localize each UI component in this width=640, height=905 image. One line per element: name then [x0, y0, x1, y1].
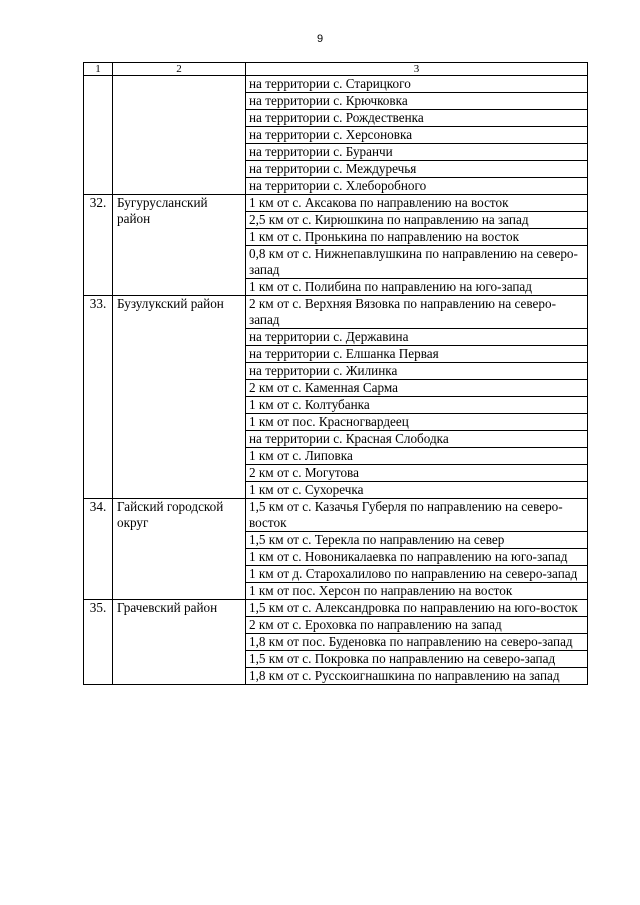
- location-cell: 1,5 км от с. Казачья Губерля по направлению на северо-восток: [246, 499, 588, 532]
- location-cell: 0,8 км от с. Нижнепавлушкина по направлению на северо-запад: [246, 246, 588, 279]
- location-cell: 2,5 км от с. Кирюшкина по направлению на запад: [246, 212, 588, 229]
- district-number: 32.: [84, 195, 113, 296]
- table-row: [84, 600, 588, 617]
- location-cell: 1,5 км от с. Александровка по направлению на юго-восток: [246, 600, 588, 617]
- district-number: 34.: [84, 499, 113, 600]
- district-number: 35.: [84, 600, 113, 685]
- location-cell: на территории с. Междуречья: [246, 161, 588, 178]
- column-header-1: 1: [84, 63, 113, 76]
- table-row: [84, 296, 588, 329]
- location-cell: 1 км от д. Старохалилово по направлению на северо-запад: [246, 566, 588, 583]
- location-cell: на территории с. Старицкого: [246, 76, 588, 93]
- district-number: [84, 76, 113, 195]
- location-cell: 2 км от с. Каменная Сарма: [246, 380, 588, 397]
- district-number: 33.: [84, 296, 113, 499]
- district-name: Грачевский район: [113, 600, 246, 685]
- location-cell: 1 км от с. Аксакова по направлению на восток: [246, 195, 588, 212]
- column-header-3: 3: [246, 63, 588, 76]
- district-name: Гайский городской округ: [113, 499, 246, 600]
- location-cell: 1,5 км от с. Покровка по направлению на северо-запад: [246, 651, 588, 668]
- district-name: Бугурусланский район: [113, 195, 246, 296]
- column-header-2: 2: [113, 63, 246, 76]
- page-number: 9: [316, 33, 324, 45]
- district-name: [113, 76, 246, 195]
- table-row: [84, 499, 588, 532]
- location-cell: 1 км от с. Колтубанка: [246, 397, 588, 414]
- district-name: Бузулукский район: [113, 296, 246, 499]
- location-cell: 1,5 км от с. Терекла по направлению на север: [246, 532, 588, 549]
- location-cell: 1 км от с. Пронькина по направлению на восток: [246, 229, 588, 246]
- location-cell: на территории с. Хлеборобного: [246, 178, 588, 195]
- location-cell: 1,8 км от пос. Буденовка по направлению на северо-запад: [246, 634, 588, 651]
- location-cell: 2 км от с. Верхняя Вязовка по направлению на северо-запад: [246, 296, 588, 329]
- location-cell: на территории с. Херсоновка: [246, 127, 588, 144]
- districts-table: [83, 62, 588, 685]
- location-cell: на территории с. Буранчи: [246, 144, 588, 161]
- location-cell: на территории с. Державина: [246, 329, 588, 346]
- table-header-row: [84, 63, 588, 76]
- table-row: [84, 76, 588, 93]
- location-cell: на территории с. Рождественка: [246, 110, 588, 127]
- location-cell: на территории с. Крючковка: [246, 93, 588, 110]
- table-row: [84, 195, 588, 212]
- location-cell: 1 км от с. Новоникалаевка по направлению на юго-запад: [246, 549, 588, 566]
- location-cell: 1 км от с. Сухоречка: [246, 482, 588, 499]
- location-cell: на территории с. Красная Слободка: [246, 431, 588, 448]
- location-cell: на территории с. Жилинка: [246, 363, 588, 380]
- location-cell: 1 км от с. Полибина по направлению на юго-запад: [246, 279, 588, 296]
- location-cell: 1 км от пос. Херсон по направлению на восток: [246, 583, 588, 600]
- location-cell: 1 км от пос. Красногвардеец: [246, 414, 588, 431]
- location-cell: на территории с. Елшанка Первая: [246, 346, 588, 363]
- location-cell: 2 км от с. Могутова: [246, 465, 588, 482]
- location-cell: 2 км от с. Ероховка по направлению на запад: [246, 617, 588, 634]
- location-cell: 1 км от с. Липовка: [246, 448, 588, 465]
- location-cell: 1,8 км от с. Русскоигнашкина по направлению на запад: [246, 668, 588, 685]
